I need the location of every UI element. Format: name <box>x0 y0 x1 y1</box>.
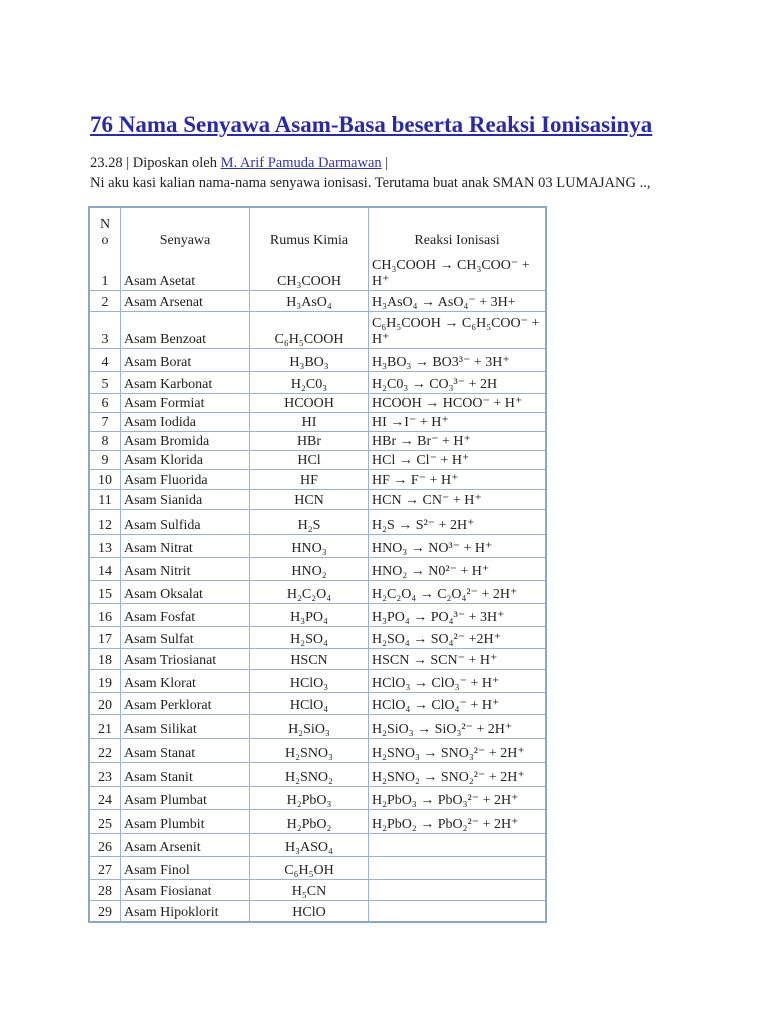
row-number: 16 <box>90 604 121 627</box>
ionization-reaction: H₂PbO₃ → PbO₃²⁻ + 2H⁺ <box>369 787 545 810</box>
compound-name: Asam Triosianat <box>121 649 250 670</box>
compound-name: Asam Sulfat <box>121 627 250 649</box>
ionization-reaction: H₂C0₃ → CO₃³⁻ + 2H <box>369 372 545 394</box>
compound-name: Asam Formiat <box>121 394 250 413</box>
table-row <box>90 715 545 739</box>
row-number: 14 <box>90 558 121 581</box>
compound-name: Asam Arsenit <box>121 834 250 857</box>
acid-table <box>88 206 547 923</box>
chemical-formula: H₂C₂O₄ <box>250 581 369 604</box>
ionization-reaction: CH₃COOH → CH₃COO⁻ + H⁺ <box>369 249 545 291</box>
chemical-formula: H₃BO₃ <box>250 349 369 372</box>
row-number: 2 <box>90 291 121 312</box>
chemical-formula: H₂PbO₂ <box>250 810 369 834</box>
table-row <box>90 470 545 490</box>
compound-name: Asam Benzoat <box>121 312 250 349</box>
compound-name: Asam Karbonat <box>121 372 250 394</box>
row-number: 10 <box>90 470 121 490</box>
ionization-reaction: H₂SO₄ → SO₄²⁻ +2H⁺ <box>369 627 545 649</box>
ionization-reaction: H₂S → S²⁻ + 2H⁺ <box>369 510 545 535</box>
separator: | <box>385 155 389 171</box>
compound-name: Asam Bromida <box>121 432 250 451</box>
ionization-reaction: H₂SNO₂ → SNO₂²⁻ + 2H⁺ <box>369 763 545 787</box>
ionization-reaction: HSCN → SCN⁻ + H⁺ <box>369 649 545 670</box>
compound-name: Asam Fiosianat <box>121 880 250 901</box>
ionization-reaction: H₂SiO₃ → SiO₃²⁻ + 2H⁺ <box>369 715 545 739</box>
table-row <box>90 670 545 693</box>
row-number: 9 <box>90 451 121 470</box>
article-title-link[interactable]: 76 Nama Senyawa Asam-Basa beserta Reaksi Ionisasinya <box>90 112 653 137</box>
ionization-reaction: H₂SNO₃ → SNO₃²⁻ + 2H⁺ <box>369 739 545 763</box>
row-number: 28 <box>90 880 121 901</box>
chemical-formula: HI <box>250 413 369 432</box>
ionization-reaction: HCOOH → HCOO⁻ + H⁺ <box>369 394 545 413</box>
table-row <box>90 510 545 535</box>
table-row <box>90 739 545 763</box>
table-row <box>90 604 545 627</box>
table-row <box>90 349 545 372</box>
ionization-reaction: HF → F⁻ + H⁺ <box>369 470 545 490</box>
table-row <box>90 581 545 604</box>
ionization-reaction: H₂PbO₂ → PbO₂²⁻ + 2H⁺ <box>369 810 545 834</box>
row-number: 12 <box>90 510 121 535</box>
row-number: 20 <box>90 693 121 715</box>
table-row <box>90 901 545 921</box>
chemical-formula: H₂C0₃ <box>250 372 369 394</box>
chemical-formula: H₃PO₄ <box>250 604 369 627</box>
row-number: 29 <box>90 901 121 921</box>
row-number: 24 <box>90 787 121 810</box>
table-row <box>90 490 545 510</box>
compound-name: Asam Silikat <box>121 715 250 739</box>
row-number: 3 <box>90 312 121 349</box>
post-meta <box>90 155 388 172</box>
ionization-reaction: H₃AsO₄ → AsO₄⁻ + 3H+ <box>369 291 545 312</box>
ionization-reaction: H₃BO₃ → BO3³⁻ + 3H⁺ <box>369 349 545 372</box>
row-number: 21 <box>90 715 121 739</box>
table-row <box>90 372 545 394</box>
row-number: 8 <box>90 432 121 451</box>
ionization-reaction: HNO₂ → N0²⁻ + H⁺ <box>369 558 545 581</box>
table-row <box>90 857 545 880</box>
ionization-reaction: HI →I⁻ + H⁺ <box>369 413 545 432</box>
compound-name: Asam Nitrat <box>121 535 250 558</box>
compound-name: Asam Oksalat <box>121 581 250 604</box>
ionization-reaction: HBr → Br⁻ + H⁺ <box>369 432 545 451</box>
row-number: 4 <box>90 349 121 372</box>
header-reaction: Reaksi Ionisasi <box>414 233 500 248</box>
compound-name: Asam Iodida <box>121 413 250 432</box>
header-no <box>90 208 121 249</box>
chemical-formula: HCOOH <box>250 394 369 413</box>
table-row <box>90 249 545 291</box>
table-row <box>90 558 545 581</box>
chemical-formula: H₂SNO₃ <box>250 739 369 763</box>
header-no-line1: N <box>99 217 111 232</box>
chemical-formula: H₂S <box>250 510 369 535</box>
separator: | <box>126 155 130 171</box>
chemical-formula: HF <box>250 470 369 490</box>
compound-name: Asam Fosfat <box>121 604 250 627</box>
table-row <box>90 880 545 901</box>
row-number: 19 <box>90 670 121 693</box>
ionization-reaction: HCl → Cl⁻ + H⁺ <box>369 451 545 470</box>
table-row <box>90 535 545 558</box>
row-number: 27 <box>90 857 121 880</box>
ionization-reaction: HClO₃ → ClO₃⁻ + H⁺ <box>369 670 545 693</box>
chemical-formula: HNO₂ <box>250 558 369 581</box>
ionization-reaction <box>369 901 545 921</box>
table-row <box>90 649 545 670</box>
compound-name: Asam Hipoklorit <box>121 901 250 921</box>
compound-name: Asam Sulfida <box>121 510 250 535</box>
table-row <box>90 291 545 312</box>
chemical-formula: H₂PbO₃ <box>250 787 369 810</box>
ionization-reaction <box>369 834 545 857</box>
chemical-formula: H₃AsO₄ <box>250 291 369 312</box>
compound-name: Asam Asetat <box>121 249 250 291</box>
chemical-formula: HClO₃ <box>250 670 369 693</box>
table-row <box>90 451 545 470</box>
row-number: 6 <box>90 394 121 413</box>
table-row <box>90 787 545 810</box>
post-time: 23.28 <box>90 155 123 171</box>
table-row <box>90 810 545 834</box>
row-number: 23 <box>90 763 121 787</box>
ionization-reaction <box>369 857 545 880</box>
author-link[interactable]: M. Arif Pamuda Darmawan <box>220 155 382 171</box>
compound-name: Asam Stanat <box>121 739 250 763</box>
table-row <box>90 763 545 787</box>
ionization-reaction: H₂C₂O₄ → C₂O₄²⁻ + 2H⁺ <box>369 581 545 604</box>
chemical-formula: HCN <box>250 490 369 510</box>
compound-name: Asam Nitrit <box>121 558 250 581</box>
row-number: 1 <box>90 249 121 291</box>
table-row <box>90 312 545 349</box>
ionization-reaction: C₆H₅COOH → C₆H₅COO⁻ + H⁺ <box>369 312 545 349</box>
chemical-formula: C₆H₅COOH <box>250 312 369 349</box>
compound-name: Asam Plumbit <box>121 810 250 834</box>
table-row <box>90 432 545 451</box>
row-number: 7 <box>90 413 121 432</box>
chemical-formula: H₅CN <box>250 880 369 901</box>
compound-name: Asam Borat <box>121 349 250 372</box>
header-no-line2: o <box>101 233 109 248</box>
chemical-formula: HCl <box>250 451 369 470</box>
chemical-formula: H₃ASO₄ <box>250 834 369 857</box>
ionization-reaction: HNO₃ → NO³⁻ + H⁺ <box>369 535 545 558</box>
intro-text: Ni aku kasi kalian nama-nama senyawa ionisasi. Terutama buat anak SMAN 03 LUMAJANG .., <box>90 175 651 191</box>
row-number: 22 <box>90 739 121 763</box>
compound-name: Asam Fluorida <box>121 470 250 490</box>
chemical-formula: H₂SO₄ <box>250 627 369 649</box>
chemical-formula: HBr <box>250 432 369 451</box>
ionization-reaction <box>369 880 545 901</box>
header-formula: Rumus Kimia <box>250 208 369 249</box>
chemical-formula: H₂SiO₃ <box>250 715 369 739</box>
table-row <box>90 834 545 857</box>
ionization-reaction: H₃PO₄ → PO₄³⁻ + 3H⁺ <box>369 604 545 627</box>
row-number: 25 <box>90 810 121 834</box>
compound-name: Asam Sianida <box>121 490 250 510</box>
row-number: 13 <box>90 535 121 558</box>
row-number: 18 <box>90 649 121 670</box>
compound-name: Asam Arsenat <box>121 291 250 312</box>
ionization-reaction: HClO₄ → ClO₄⁻ + H⁺ <box>369 693 545 715</box>
compound-name: Asam Klorida <box>121 451 250 470</box>
compound-name: Asam Plumbat <box>121 787 250 810</box>
row-number: 11 <box>90 490 121 510</box>
table-row <box>90 693 545 715</box>
ionization-reaction: HCN → CN⁻ + H⁺ <box>369 490 545 510</box>
compound-name: Asam Perklorat <box>121 693 250 715</box>
compound-name: Asam Klorat <box>121 670 250 693</box>
chemical-formula: H₂SNO₂ <box>250 763 369 787</box>
row-number: 5 <box>90 372 121 394</box>
chemical-formula: CH₃COOH <box>250 249 369 291</box>
compound-name: Asam Finol <box>121 857 250 880</box>
posted-by-label: Diposkan oleh <box>132 155 217 171</box>
chemical-formula: HSCN <box>250 649 369 670</box>
compound-name: Asam Stanit <box>121 763 250 787</box>
table-header-row <box>90 208 545 249</box>
row-number: 17 <box>90 627 121 649</box>
row-number: 15 <box>90 581 121 604</box>
chemical-formula: HClO <box>250 901 369 921</box>
row-number: 26 <box>90 834 121 857</box>
table-row <box>90 394 545 413</box>
chemical-formula: C₆H₅OH <box>250 857 369 880</box>
table-row <box>90 413 545 432</box>
header-name: Senyawa <box>121 208 250 249</box>
table-row <box>90 627 545 649</box>
chemical-formula: HNO₃ <box>250 535 369 558</box>
chemical-formula: HClO₄ <box>250 693 369 715</box>
